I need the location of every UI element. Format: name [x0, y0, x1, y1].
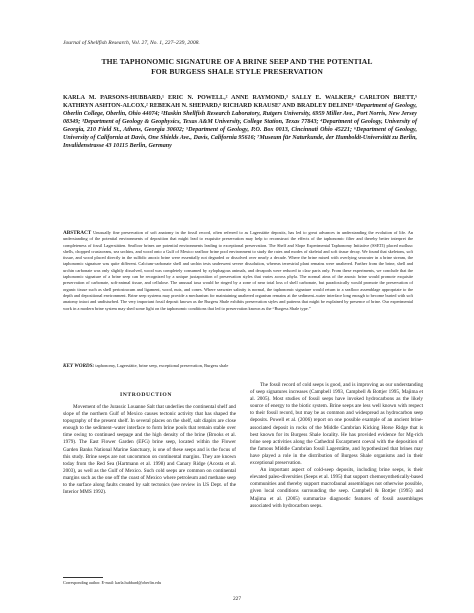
- page-number: 227: [232, 596, 242, 602]
- right-column: [250, 382, 423, 510]
- footnote-rule: [63, 577, 103, 578]
- title-line-1: THE TAPHONOMIC SIGNATURE OF A BRINE SEEP AND THE POTENTIAL: [101, 57, 373, 66]
- paragraph: An important aspect of cold-seep deposits, including brine seeps, is their elevated paleo-diversities (Seeps et al. 1995) that support chemosynthetically-based communities and thereby support macrofaunal assemblages not otherwise possible, given local conditions surrounding the seep. Campbell & Bottjer (1995) and Majima et al. (2005) summarize diagnostic features of fossil assemblages associated with hydrocarbon seeps.: [250, 467, 423, 509]
- abstract-text: Unusually fine preservation of soft anatomy in the fossil record, often referred to as Lagerstätte deposits, has led to great advances in understanding the evolution of life. An understanding of the potential environments of deposition that might lead to exquisite preservation may help to reconstruct the effects of the taphonomic filter and thereby better interpret the completeness of fossil Lagerstätten. Seafloor brines are potential environments leading to exceptional preservation. The Shelf and Slope Experimental Taphonomy Initiative (SSETI) placed mollusc shells, chopped crustaceans, sea urchins, and wood onto a Gulf of Mexico seafloor brine pool environment to study the rates and modes of skeletal and soft tissue decay. We found that skeletons, soft tissue, and wood placed directly in the sulfidic anoxic brine were essentially not degraded or dissolved over nearly a decade. Where the brine mixed with overlying seawater in a brine stream, the taphonomic signature was quite different. Calcium-carbonate shell and urchin tests underwent severe dissolution, whereas terrestrial plant remains were unaltered. Farther from the brine, shell and urchin carbonate was only slightly dissolved, wood was completely consumed by xylophagous animals, and decapods were reduced to claw parts only. From these experiments, we conclude that the taphonomic signature of a brine seep can be recognized by a unique juxtaposition of preservation styles that varies across phyla. The normal aims of the anoxic brine would promote exquisite preservation of carbonate, soft-animal tissue, and cellulose. The unusual taxa would be ringed by a zone of near total loss of shell carbonate, but paradoxically would promote the preservation of organic tissue such as shell periostracum and ligament, wood, nuts, and cones. Where seawater salinity is normal, the taphonomic signature would return to a seafloor assemblage appropriate to the depth and depositional environment. Brine seep systems may provide a mechanism for maintaining unaltered organism remains at the sediment–water interface long enough to become buried with soft anatomy intact and undisturbed. The very important fossil deposit known as the Burgess Shale exhibits preservation styles and patterns that might be explained by presence of brine. Our experimental work in a modern brine system may shed some light on the taphonomic conditions that led to preservation known as the “Burgess Shale type.”: [63, 230, 414, 311]
- left-column: [63, 404, 236, 496]
- author-list: KARLA M. PARSONS-HUBBARD,¹ ERIC N. POWELL,² ANNE RAYMOND,³ SALLY E. WALKER,⁴ CARLTON BRETT,⁵ KATHRYN ASHTON-ALCOX,² REBEKAH N. SHEPARD,⁶ RICHARD KRAUSE⁷ AND BRADLEY DELINE⁸: [63, 95, 417, 109]
- abstract-label: ABSTRACT: [63, 230, 92, 236]
- keywords-label: KEY WORDS:: [63, 363, 95, 369]
- paragraph: The fossil record of cold seeps is good, and is improving as our understanding of seep signatures increases (Campbell 1993, Campbell & Bottjer 1995, Majima et al. 2005). Most studies of fossil seeps have invoked hydrocarbons as the likely source of energy to the biotic system. Brine seeps are less well known with respect to their fossil record, but may be as common and widespread as hydrocarbon seep deposits. Powell et al. (2006) report on one possible example of an ancient brine-associated deposit in rocks of the Middle Cambrian Kicking Horse Ridge that is best known for its Burgess Shale locality. He has provided evidence for Mg-rich brine seep activities along the Cathedral Escarpment coeval with the deposition of the famous Middle Cambrian fossil Lagerstätte, and hypothesized that brines may have played a role in the distribution of Burgess Shale organisms and in their exceptional preservation.: [250, 382, 423, 467]
- affiliations: ¹Department of Geology, Oberlin College, Oberlin, Ohio 44074; ²Haskin Shellfish Research Laboratory, Rutgers University, 6959 Miller Ave., Port Norris, New Jersey 08349; ³Department of Geology & Geophysics, Texas A&M University, College Station, Texas 77843; ⁴Department of Geology, University of Georgia, 210 Field St., Athens, Georgia 30602; ⁵Department of Geology, P.O. Box 0013, Cincinnati Ohio 45221; ⁶Department of Geology, University of California at Davis, One Shields Ave., Davis, California 95616; ⁷Museum für Naturkunde, der Humboldt-Universität zu Berlin, Invalidenstrasse 43 10115 Berlin, Germany: [63, 103, 417, 149]
- journal-citation: Journal of Shellfish Research, Vol. 27, No. 1, 227–239, 2008.: [63, 40, 200, 46]
- author-block: [63, 94, 417, 150]
- abstract: [63, 230, 413, 312]
- keywords: [63, 363, 413, 369]
- title-line-2: FOR BURGESS SHALE STYLE PRESERVATION: [151, 66, 323, 76]
- paper-title: [50, 57, 424, 76]
- footnote: Corresponding author. E-mail: karla.hubbard@oberlin.edu: [63, 580, 162, 585]
- section-heading-introduction: INTRODUCTION: [120, 392, 172, 398]
- paragraph: Movement of the Jurassic Louanne Salt that underlies the continental shelf and slope of the northern Gulf of Mexico causes tectonic activity that has shaped the topography of the present shelf. In several places on the shelf, salt diapirs are close enough to the sediment–water interface to form brine pools that remain stable over time owing to continued seepage and the high density of the brine (Brooks et al. 1979). The East Flower Garden (EFG) brine seep, located within the Flower Garden Banks National Marine Sanctuary, is one of these seeps and is the focus of this study. Brine seeps are not uncommon on continental margins. They are known today from the Red Sea (Hartmann et al. 1998) and Canary Ridge (Acosta et al. 2003), as well as the Gulf of Mexico. Such cold seeps are common on continental margins such as the one off the coast of Mexico where petroleum and methane seep to the surface along faults created by salt tectonics (see review in US Dept. of the Interior MMS 1992).: [63, 404, 236, 496]
- keywords-text: taphonomy, Lagerstätte, brine seep, exceptional preservation, Burgess shale: [95, 363, 229, 368]
